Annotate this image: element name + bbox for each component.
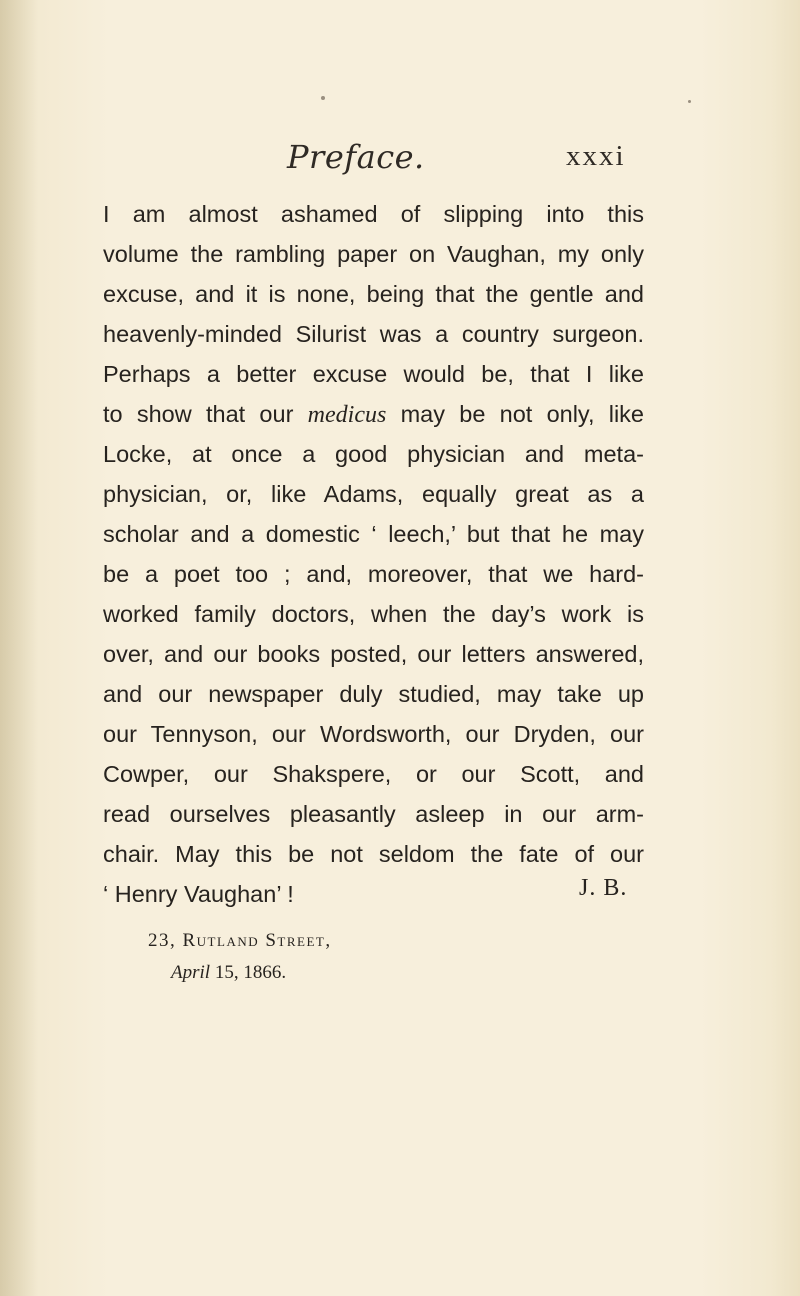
paper-speck: [688, 100, 691, 103]
date-month: April: [171, 962, 211, 983]
text-line: heavenly-minded Silurist was a country surgeon.: [103, 321, 644, 347]
address-block: [148, 925, 332, 989]
gutter-shadow: [0, 0, 38, 1296]
page-number: xxxi: [566, 140, 626, 172]
text-line: and our newspaper duly studied, may take up: [103, 681, 644, 707]
text-line: scholar and a domestic ‘ leech,’ but that he may: [103, 521, 644, 547]
text-line: ‘ Henry Vaughan’ !: [103, 881, 294, 907]
text-line: physician, or, like Adams, equally great as a: [103, 481, 644, 507]
body-paragraph: [103, 194, 644, 914]
date-line: [148, 957, 332, 989]
text-fragment: to show that our: [103, 401, 294, 427]
text-line: chair. May this be not seldom the fate of our: [103, 841, 644, 867]
text-line: be a poet too ; and, moreover, that we hard-: [103, 561, 644, 587]
text-line: [103, 394, 644, 434]
text-line: excuse, and it is none, being that the gentle and: [103, 281, 644, 307]
running-header: [0, 138, 800, 178]
text-line: Locke, at once a good physician and meta-: [103, 441, 644, 467]
author-initials: J. B.: [579, 875, 628, 901]
text-line: volume the rambling paper on Vaughan, my only: [103, 241, 644, 267]
paper-speck: [321, 96, 325, 100]
text-line: Perhaps a better excuse would be, that I like: [103, 361, 644, 387]
running-title: Preface.: [287, 138, 425, 176]
text-line: Cowper, our Shakspere, or our Scott, and: [103, 761, 644, 787]
italic-word: medicus: [307, 402, 387, 428]
text-line: over, and our books posted, our letters answered,: [103, 641, 644, 667]
text-line: I am almost ashamed of slipping into this: [103, 201, 644, 227]
date-day-year: 15, 1866.: [214, 962, 287, 983]
street-address: 23, Rutland Street,: [148, 930, 332, 951]
text-fragment: may be not only, like: [400, 401, 644, 427]
text-line: read ourselves pleasantly asleep in our arm-: [103, 801, 644, 827]
text-line: our Tennyson, our Wordsworth, our Dryden, our: [103, 721, 644, 747]
text-line: worked family doctors, when the day’s work is: [103, 601, 644, 627]
